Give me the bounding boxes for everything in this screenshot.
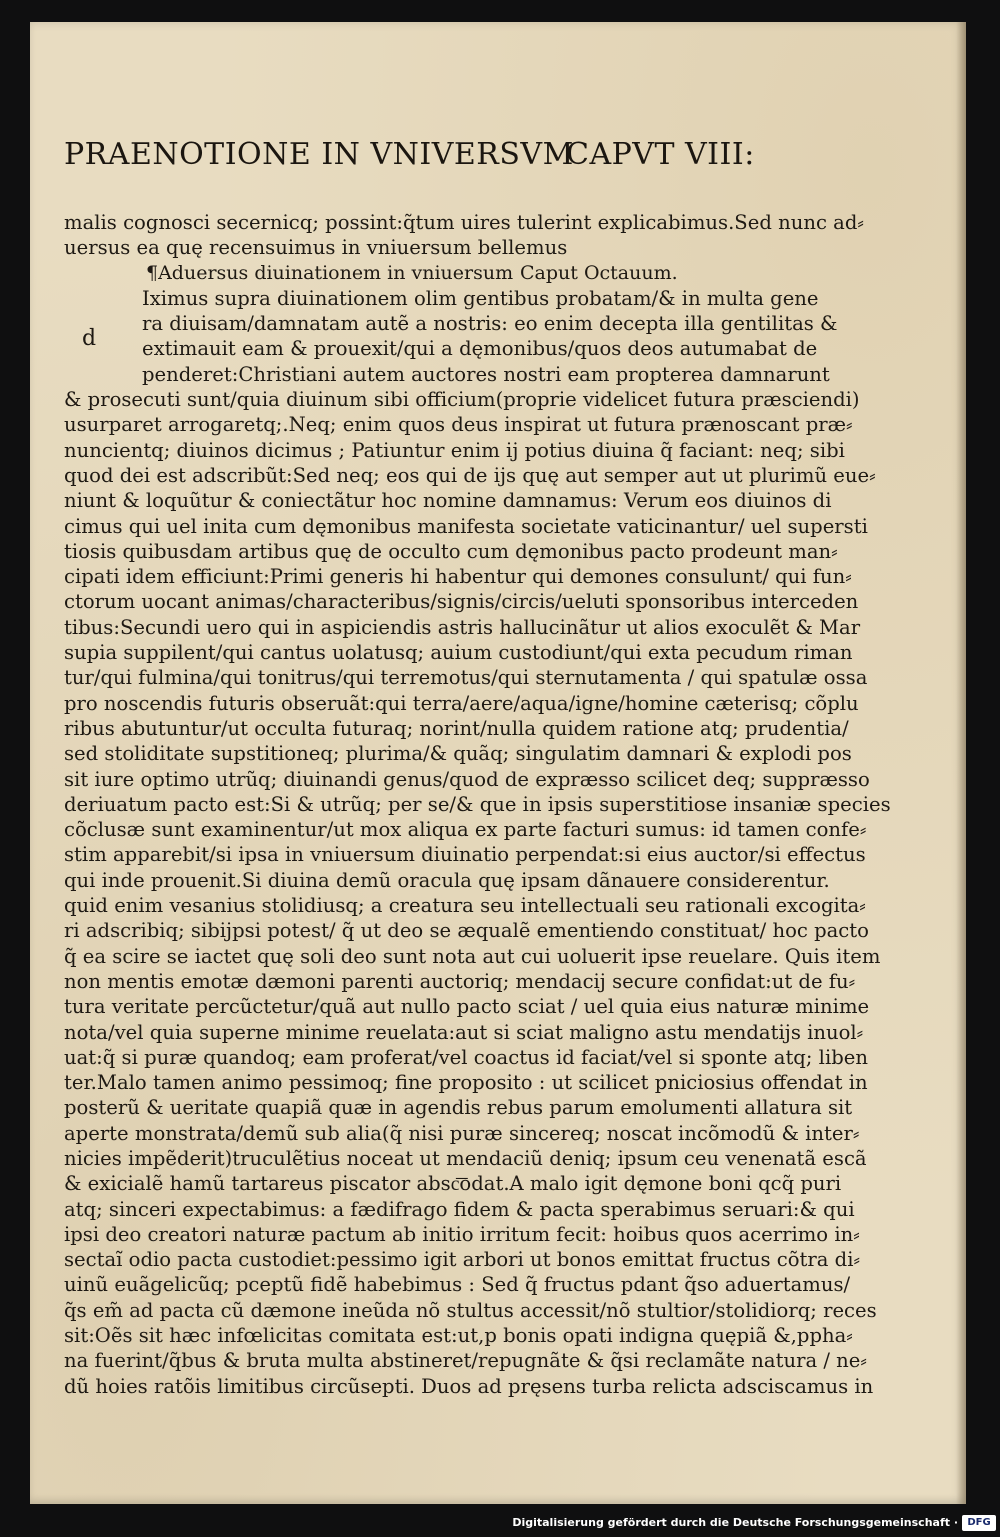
text-line: sed stoliditate supstitioneq; plurima/& quãq; singulatim damnari & explodi pos [64, 742, 852, 766]
text-line: nuncientq; diuinos dicimus ; Patiuntur enim ij potius diuina q̃ faciant: neq; sibi [64, 438, 845, 462]
marginal-guide-letter: d [82, 326, 97, 351]
text-line: uat:q̃ si puræ quandoq; eam proferat/vel coactus id faciat/vel si sponte atq; liben [64, 1045, 868, 1069]
text-line: ctorum uocant animas/characteribus/signis/circis/ueluti sponsoribus interceden [64, 590, 859, 614]
body-text [64, 210, 891, 1399]
text-line: qui inde prouenit.Si diuina demũ oracula quę ipsam dãnauere considerentur. [64, 868, 830, 892]
text-line: sit iure optimo utrũq; diuinandi genus/quod de expræsso scilicet deq; suppræsso [64, 767, 870, 791]
text-line: sectaĩ odio pacta custodiet:pessimo igit arbori ut bonos emittat fructus cõtra di⸗ [64, 1248, 861, 1272]
running-head [64, 137, 764, 172]
text-line: tiosis quibusdam artibus quę de occulto cum dęmonibus pacto prodeunt man⸗ [64, 539, 838, 563]
text-line: & prosecuti sunt/quia diuinum sibi officium(proprie videlicet futura præsciendi) [64, 388, 860, 412]
text-line: posterũ & ueritate quapiã quæ in agendis rebus parum emolumenti allatura sit [64, 1096, 853, 1120]
text-line: usurparet arrogaretq;.Neq; enim quos deus inspirat ut futura prænoscant præ⸗ [64, 413, 853, 437]
text-line: & exicialẽ hamũ tartareus piscator absc͞odat.A malo igit dęmone boni qcq̃ puri [64, 1172, 842, 1196]
text-line: atq; sinceri expectabimus: a fædifrago fidem & pacta sperabimus seruari:& qui [64, 1197, 855, 1221]
text-line: Iximus supra diuinationem olim gentibus probatam/& in multa gene [142, 286, 819, 310]
running-head-chapter: CAPVT VIII: [566, 137, 755, 172]
footer-bar [0, 1512, 1000, 1537]
running-head-title: PRAENOTIONE IN VNIVERSVM [64, 137, 574, 172]
text-line: sit:Oẽs sit hæc infœlicitas comitata est:ut,p bonis opati indigna quępiã &,ppha⸗ [64, 1324, 853, 1348]
text-line: cipati idem efficiunt:Primi generis hi habentur qui demones consulunt/ qui fun⸗ [64, 565, 852, 589]
text-line: tur/qui fulmina/qui tonitrus/qui terremotus/qui sternutamenta / qui spatulæ ossa [64, 666, 868, 690]
text-line: extimauit eam & prouexit/qui a dęmonibus/quos deos autumabat de [142, 337, 818, 361]
text-line: aperte monstrata/demũ sub alia(q̃ nisi puræ sincereq; noscat incõmodũ & inter⸗ [64, 1121, 860, 1145]
text-line: supia suppilent/qui cantus uolatusq; auium custodiunt/qui exta pecudum riman [64, 641, 853, 665]
text-line: uinũ euãgelicũq; pceptũ fidẽ habebimus : Sed q̃ fructus pdant q̃so aduertamus/ [64, 1273, 851, 1297]
chapter-heading [64, 261, 744, 286]
text-line: q̃s em̃ ad pacta cũ dæmone ineũda nõ stultus accessit/nõ stultior/stolidiorq; reces [64, 1298, 877, 1322]
text-line: ra diuisam/damnatam autẽ a nostris: eo enim decepta illa gentilitas & [142, 312, 838, 336]
text-line: penderet:Christiani autem auctores nostri eam propterea damnarunt [142, 362, 830, 386]
text-line: malis cognosci secernicq; possint:q̃tum uires tulerint explicabimus.Sed nunc ad⸗ [64, 211, 864, 234]
dfg-logo: DFG [962, 1515, 996, 1531]
text-line: quod dei est adscribũt:Sed neq; eos qui de ijs quę aut semper aut ut plurimũ eue⸗ [64, 463, 876, 487]
text-line: ter.Malo tamen animo pessimoq; fine proposito : ut scilicet pniciosius offendat in [64, 1071, 868, 1095]
text-line: pro noscendis futuris obseruãt:qui terra/aere/aqua/igne/homine cæterisq; cõplu [64, 691, 859, 715]
text-line: uersus ea quę recensuimus in vniuersum bellemus [64, 236, 568, 260]
text-line: non mentis emotæ dæmoni parenti auctoriq; mendacij secure confidat:ut de fu⸗ [64, 969, 856, 993]
text-line: niunt & loquũtur & coniectãtur hoc nomine damnamus: Verum eos diuinos di [64, 489, 832, 513]
text-line: deriuatum pacto est:Si & utrũq; per se/& que in ipsis superstitiose insaniæ species [64, 792, 891, 816]
text-line: nota/vel quia superne minime reuelata:aut si sciat maligno astu mendatijs inuol⸗ [64, 1020, 864, 1044]
text-line: quid enim vesanius stolidiusq; a creatura seu intellectuali seu rationali excogita⸗ [64, 894, 866, 918]
text-line: stim apparebit/si ipsa in vniuersum diuinatio perpendat:si eius auctor/si effectus [64, 843, 866, 867]
text-line: na fuerint/q̃bus & bruta multa abstineret/repugnãte & q̃si reclamãte natura / ne⸗ [64, 1349, 867, 1373]
text-line: ipsi deo creatori naturæ pactum ab initio irritum fecit: hoibus quos acerrimo in⸗ [64, 1222, 860, 1246]
funding-credit: Digitalisierung gefördert durch die Deutsche Forschungsgemeinschaft · [512, 1516, 958, 1529]
text-line: tibus:Secundi uero qui in aspiciendis astris hallucinãtur ut alios exoculẽt & Mar [64, 615, 861, 639]
text-line: ribus abutuntur/ut occulta futuraq; norint/nulla quidem ratione atq; prudentia/ [64, 716, 849, 740]
page-edge-shadow [956, 22, 966, 1504]
text-line: nicies impẽderit)truculẽtius noceat ut mendaciũ deniq; ipsum ceu venenatã escã [64, 1146, 867, 1170]
text-line: cõclusæ sunt examinentur/ut mox aliqua ex parte facturi sumus: id tamen confe⸗ [64, 818, 867, 842]
text-line: ri adscribiq; sibijpsi potest/ q̃ ut deo se æqualẽ ementiendo constituat/ hoc pacto [64, 919, 869, 943]
text-line: tura veritate percũctetur/quã aut nullo pacto sciat / uel quia eius naturæ minime [64, 995, 870, 1019]
text-line: dũ hoies ratõis limitibus circũsepti. Duos ad pręsens turba relicta adsciscamus in [64, 1374, 874, 1398]
text-line: cimus qui uel inita cum dęmonibus manifesta societate vaticinantur/ uel supersti [64, 514, 868, 538]
chapter-heading-text: ¶Aduersus diuinationem in vniuersum [146, 261, 514, 284]
text-line: q̃ ea scire se iactet quę soli deo sunt nota aut cui uoluerit ipse reuelare. Quis item [64, 944, 881, 968]
book-page [30, 22, 966, 1504]
chapter-heading-caption: Caput Octauum. [520, 261, 678, 284]
